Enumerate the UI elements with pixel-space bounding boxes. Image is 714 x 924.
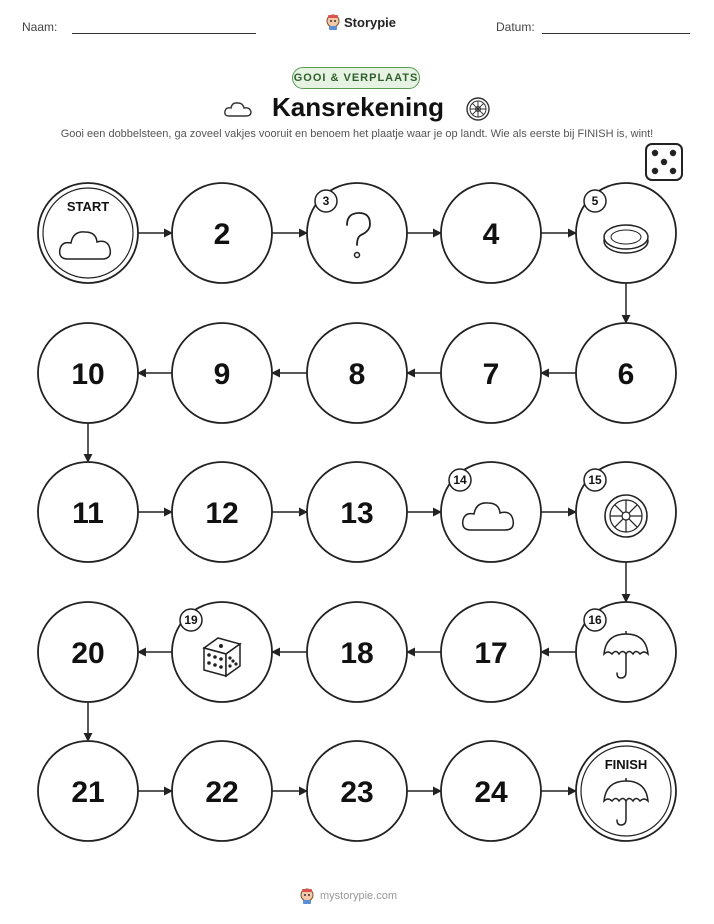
square-number: 23	[340, 776, 374, 809]
storypie-mascot-icon	[300, 888, 314, 904]
board-square-6	[576, 323, 676, 423]
date-label: Datum:	[496, 20, 535, 34]
board-square-23	[307, 741, 407, 841]
name-label: Naam:	[22, 20, 58, 34]
board-square-10	[38, 323, 138, 423]
board-square-12	[172, 462, 272, 562]
board-square-13	[307, 462, 407, 562]
square-number-badge: 5	[591, 194, 599, 208]
square-number: 18	[340, 637, 374, 670]
square-number-badge: 15	[588, 473, 602, 487]
title-text: Kansrekening	[272, 92, 444, 122]
square-number: 17	[474, 637, 508, 670]
board-square-24	[441, 741, 541, 841]
board-square-5	[576, 183, 676, 283]
square-number-badge: 14	[453, 473, 467, 487]
square-number-badge: 3	[322, 194, 330, 208]
square-number: 7	[482, 358, 500, 391]
board-square-20	[38, 602, 138, 702]
board-square-18	[307, 602, 407, 702]
instructions: Gooi een dobbelsteen, ga zoveel vakjes vooruit en benoem het plaatje waar je op landt. Wie als eerste bij FINISH is, wint!	[60, 128, 654, 140]
board-square-2	[172, 183, 272, 283]
square-number: 10	[71, 358, 105, 391]
square-label: FINISH	[604, 757, 648, 772]
board-square-22	[172, 741, 272, 841]
dice-icon	[204, 638, 240, 676]
square-number: 22	[205, 776, 239, 809]
footer-url: mystorypie.com	[320, 890, 398, 902]
board-square-4	[441, 183, 541, 283]
square-number: 2	[213, 218, 231, 251]
board-square-7	[441, 323, 541, 423]
square-number: 21	[71, 776, 105, 809]
square-number-badge: 16	[588, 613, 602, 627]
square-number: 11	[72, 497, 104, 530]
activity-badge: GOOI & VERPLAATS	[292, 67, 420, 89]
board-square-19	[172, 602, 272, 702]
square-number: 8	[348, 358, 366, 391]
square-number: 20	[71, 637, 105, 670]
square-label: START	[66, 199, 110, 214]
square-number: 12	[205, 497, 239, 530]
footer	[300, 888, 397, 904]
board-square-17	[441, 602, 541, 702]
square-number-badge: 19	[184, 613, 198, 627]
square-number: 9	[213, 358, 231, 391]
board-square-16	[576, 602, 676, 702]
board-square-11	[38, 462, 138, 562]
square-number: 13	[340, 497, 374, 530]
board-square-25	[576, 741, 676, 841]
board-square-15	[576, 462, 676, 562]
square-number: 4	[482, 218, 500, 251]
coin-icon	[604, 225, 648, 253]
board-square-1	[38, 183, 138, 283]
board-square-8	[307, 323, 407, 423]
board-square-14	[441, 462, 541, 562]
square-number: 24	[474, 776, 508, 809]
board-square-3	[307, 183, 407, 283]
board-squares	[38, 183, 676, 841]
board-square-21	[38, 741, 138, 841]
brand-name: Storypie	[344, 14, 397, 30]
square-number: 6	[617, 358, 635, 391]
board-square-9	[172, 323, 272, 423]
